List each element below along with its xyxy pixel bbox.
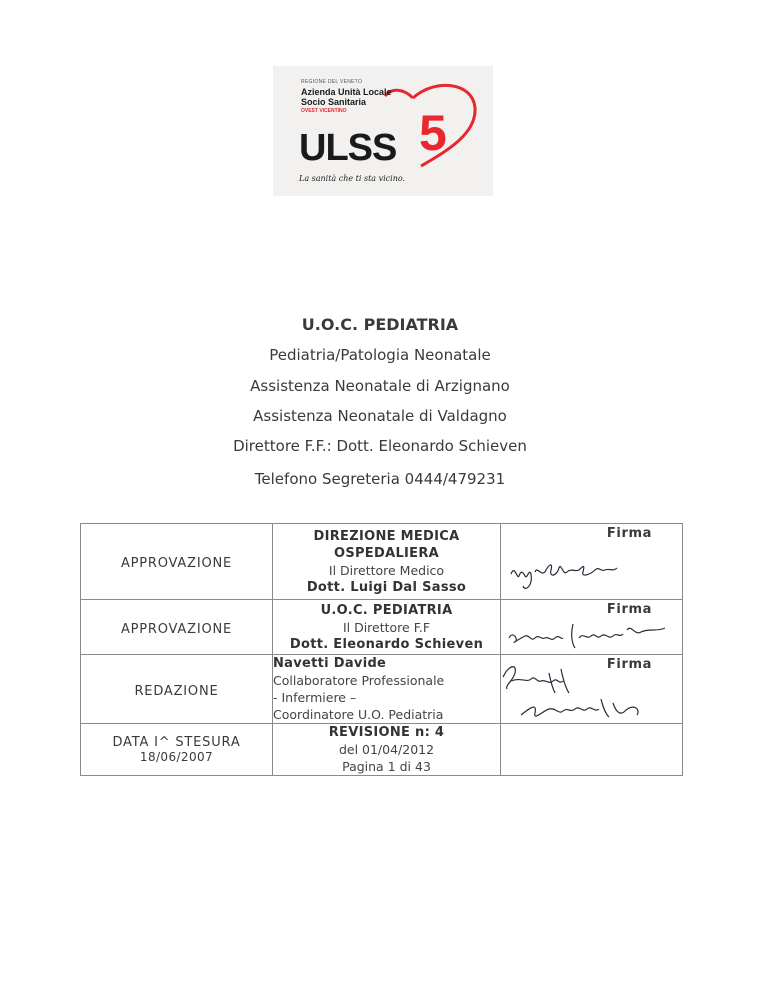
header-line: Pediatria/Patologia Neonatale	[269, 346, 491, 364]
revision-line: REVISIONE n: 4	[328, 725, 445, 740]
role-label: REDAZIONE	[134, 683, 219, 699]
signature-cell	[501, 600, 683, 655]
logo-brand: ULSS	[299, 127, 397, 169]
table-row	[81, 600, 683, 655]
logo-line2: Socio Sanitaria	[301, 97, 367, 107]
signature-image	[501, 659, 682, 723]
role-label: DATA I^ STESURA	[112, 735, 241, 750]
approver-line: OSPEDALIERA	[333, 545, 440, 561]
table-row	[81, 524, 683, 600]
approver-line: U.O.C. PEDIATRIA	[320, 602, 453, 618]
approver-line: Collaboratore Professionale	[273, 673, 445, 688]
signature-image	[501, 546, 682, 596]
approver-cell	[273, 655, 501, 724]
approver-line: Il Direttore Medico	[328, 562, 445, 578]
ulss-logo	[273, 66, 493, 196]
approver-line: Dott. Eleonardo Schieven	[289, 636, 484, 652]
revision-cell	[273, 724, 501, 776]
role-cell	[81, 600, 273, 655]
role-cell	[81, 655, 273, 724]
role-label: APPROVAZIONE	[120, 621, 233, 637]
signature-cell	[501, 524, 683, 600]
firma-label: Firma	[606, 526, 652, 541]
approver-line: Coordinatore U.O. Pediatria	[273, 707, 444, 722]
logo-line1: Azienda Unità Locale	[301, 87, 392, 97]
logo-area: OVEST VICENTINO	[301, 108, 347, 114]
firma-label: Firma	[606, 602, 652, 617]
revision-line: del 01/04/2012	[338, 742, 435, 757]
document-title: U.O.C. PEDIATRIA	[301, 315, 459, 334]
approver-line: Il Direttore F.F	[342, 619, 431, 635]
approval-table	[80, 523, 683, 776]
role-label: APPROVAZIONE	[120, 556, 233, 571]
date-value: 18/06/2007	[139, 750, 214, 764]
approver-line: Navetti Davide	[273, 656, 387, 671]
table-row	[81, 724, 683, 776]
role-cell	[81, 524, 273, 600]
signature-cell	[501, 655, 683, 724]
signature-image	[501, 618, 682, 654]
approver-cell	[273, 600, 501, 655]
header-line: Telefono Segreteria 0444/479231	[254, 470, 506, 488]
empty-cell	[501, 724, 683, 776]
approver-line: Dott. Luigi Dal Sasso	[306, 579, 467, 595]
revision-line: Pagina 1 di 43	[342, 759, 431, 774]
logo-number: 5	[419, 105, 447, 161]
firma-label: Firma	[606, 657, 652, 672]
table-row	[81, 655, 683, 724]
role-cell	[81, 724, 273, 776]
header-line: Assistenza Neonatale di Valdagno	[253, 407, 507, 425]
approver-line: - Infermiere –	[273, 690, 357, 705]
approver-line: DIREZIONE MEDICA	[313, 528, 460, 544]
header-line: Direttore F.F.: Dott. Eleonardo Schieven	[233, 437, 527, 455]
logo-region: REGIONE DEL VENETO	[301, 79, 363, 85]
approver-cell	[273, 524, 501, 600]
logo-tagline: La sanità che ti sta vicino.	[299, 174, 406, 183]
header-line: Assistenza Neonatale di Arzignano	[250, 377, 510, 395]
